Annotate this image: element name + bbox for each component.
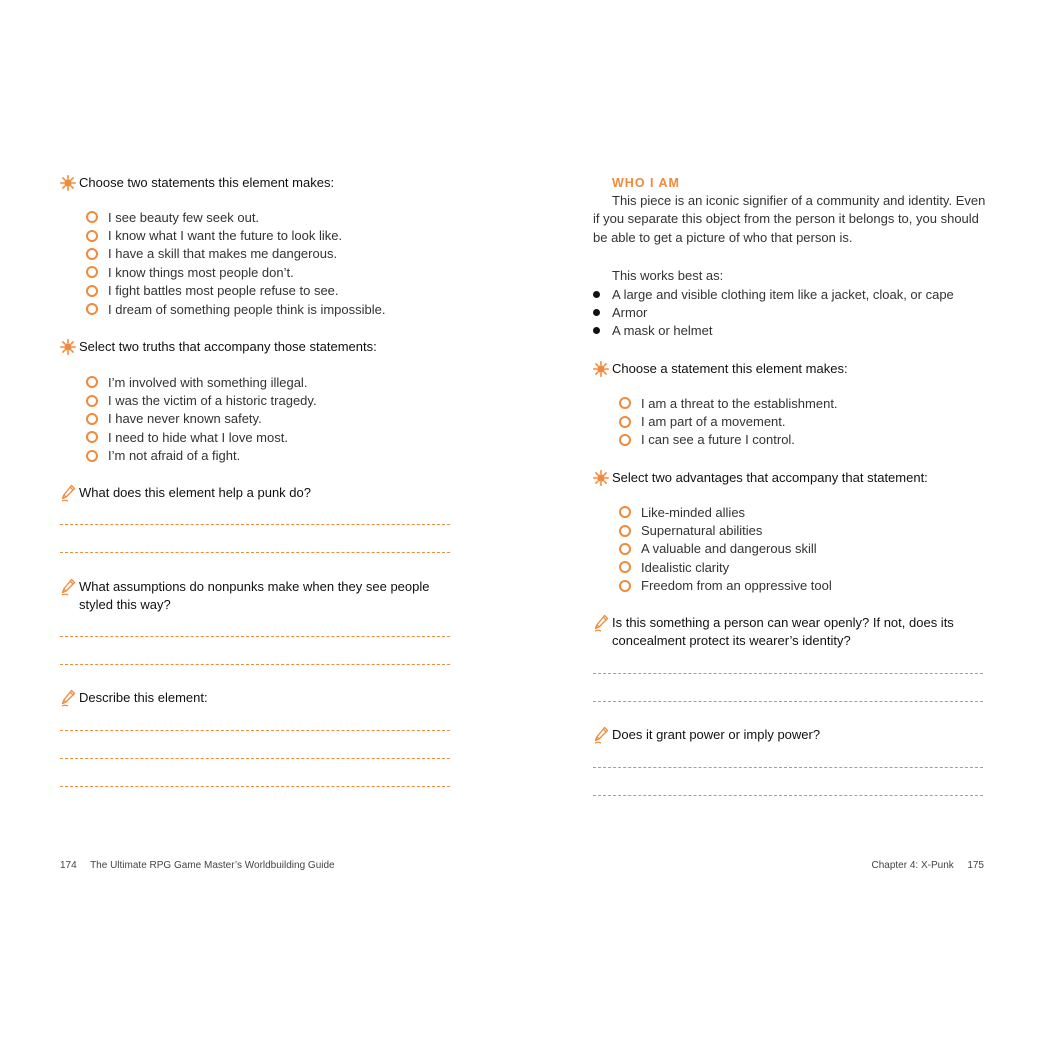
write-line[interactable] bbox=[60, 758, 450, 759]
write-line[interactable] bbox=[60, 552, 450, 553]
left-w3-prompt: Describe this element: bbox=[60, 689, 208, 707]
list-item[interactable]: I see beauty few seek out. bbox=[86, 208, 385, 226]
page-number: 174 bbox=[60, 860, 77, 871]
list-item[interactable]: I know things most people don’t. bbox=[86, 263, 385, 281]
right-w1-prompt: Is this something a person can wear openly? If not, does its concealment protect its wearer’s identity? bbox=[593, 614, 954, 650]
pencil-icon bbox=[593, 614, 609, 632]
sunburst-icon bbox=[60, 339, 76, 355]
right-q2-options bbox=[619, 503, 832, 595]
write-line[interactable] bbox=[593, 767, 983, 768]
list-item[interactable]: I’m involved with something illegal. bbox=[86, 373, 317, 391]
sunburst-icon bbox=[593, 470, 609, 486]
left-w1-prompt: What does this element help a punk do? bbox=[60, 484, 311, 502]
right-w2-prompt: Does it grant power or imply power? bbox=[593, 726, 820, 744]
list-item[interactable]: A valuable and dangerous skill bbox=[619, 540, 832, 558]
list-item[interactable]: I have never known safety. bbox=[86, 410, 317, 428]
left-q2-options bbox=[86, 373, 317, 465]
write-line[interactable] bbox=[593, 795, 983, 796]
pencil-icon bbox=[60, 484, 76, 502]
right-page bbox=[521, 0, 1043, 1043]
works-best-list bbox=[593, 285, 954, 340]
book-title: The Ultimate RPG Game Master’s Worldbuilding Guide bbox=[90, 860, 335, 871]
pencil-icon bbox=[60, 578, 76, 596]
sunburst-icon bbox=[60, 175, 76, 191]
write-line[interactable] bbox=[60, 664, 450, 665]
ring-icon[interactable] bbox=[619, 434, 631, 446]
right-footer bbox=[871, 860, 984, 871]
list-item[interactable]: I am part of a movement. bbox=[619, 412, 838, 430]
write-line[interactable] bbox=[593, 673, 983, 674]
left-footer bbox=[60, 860, 335, 871]
ring-icon[interactable] bbox=[86, 413, 98, 425]
write-line[interactable] bbox=[60, 524, 450, 525]
ring-icon[interactable] bbox=[619, 525, 631, 537]
pencil-icon bbox=[593, 726, 609, 744]
list-item[interactable]: I need to hide what I love most. bbox=[86, 428, 317, 446]
section-paragraph: This piece is an iconic signifier of a community and identity. Even if you separate this object from the person it belongs to, you should be able to get a picture of who that person is. bbox=[593, 193, 986, 245]
works-best-label: This works best as: bbox=[612, 268, 724, 283]
bullet-icon bbox=[593, 327, 600, 334]
list-item[interactable]: I know what I want the future to look like. bbox=[86, 226, 385, 244]
ring-icon[interactable] bbox=[619, 580, 631, 592]
list-item[interactable]: I was the victim of a historic tragedy. bbox=[86, 391, 317, 409]
ring-icon[interactable] bbox=[86, 450, 98, 462]
list-item[interactable]: I have a skill that makes me dangerous. bbox=[86, 245, 385, 263]
bullet-icon bbox=[593, 309, 600, 316]
ring-icon[interactable] bbox=[86, 285, 98, 297]
list-item[interactable]: I dream of something people think is impossible. bbox=[86, 300, 385, 318]
write-line[interactable] bbox=[60, 730, 450, 731]
ring-icon[interactable] bbox=[86, 395, 98, 407]
left-page bbox=[0, 0, 521, 1043]
right-q1-options bbox=[619, 394, 838, 449]
list-item[interactable]: I can see a future I control. bbox=[619, 431, 838, 449]
ring-icon[interactable] bbox=[86, 230, 98, 242]
list-item[interactable]: I am a threat to the establishment. bbox=[619, 394, 838, 412]
left-w2-prompt: What assumptions do nonpunks make when they see people styled this way? bbox=[60, 578, 430, 614]
ring-icon[interactable] bbox=[619, 416, 631, 428]
list-item[interactable]: Idealistic clarity bbox=[619, 558, 832, 576]
ring-icon[interactable] bbox=[86, 376, 98, 388]
left-q1-options bbox=[86, 208, 385, 318]
ring-icon[interactable] bbox=[86, 266, 98, 278]
page-number: 175 bbox=[967, 860, 984, 871]
write-line[interactable] bbox=[60, 636, 450, 637]
section-title: WHO I AM bbox=[612, 176, 680, 190]
list-item: A mask or helmet bbox=[593, 322, 954, 340]
right-q1-heading: Choose a statement this element makes: bbox=[593, 360, 848, 378]
list-item[interactable]: I fight battles most people refuse to see. bbox=[86, 282, 385, 300]
list-item: A large and visible clothing item like a jacket, cloak, or cape bbox=[593, 285, 954, 303]
write-line[interactable] bbox=[60, 786, 450, 787]
pencil-icon bbox=[60, 689, 76, 707]
list-item: Armor bbox=[593, 303, 954, 321]
write-line[interactable] bbox=[593, 701, 983, 702]
ring-icon[interactable] bbox=[619, 561, 631, 573]
left-q2-heading: Select two truths that accompany those statements: bbox=[60, 338, 377, 356]
ring-icon[interactable] bbox=[86, 248, 98, 260]
chapter-title: Chapter 4: X-Punk bbox=[871, 860, 954, 871]
left-q1-heading: Choose two statements this element makes: bbox=[60, 174, 334, 192]
list-item[interactable]: Supernatural abilities bbox=[619, 521, 832, 539]
list-item[interactable]: I’m not afraid of a fight. bbox=[86, 447, 317, 465]
ring-icon[interactable] bbox=[86, 211, 98, 223]
sunburst-icon bbox=[593, 361, 609, 377]
list-item[interactable]: Freedom from an oppressive tool bbox=[619, 577, 832, 595]
list-item[interactable]: Like-minded allies bbox=[619, 503, 832, 521]
ring-icon[interactable] bbox=[86, 431, 98, 443]
right-q2-heading: Select two advantages that accompany that statement: bbox=[593, 469, 928, 487]
ring-icon[interactable] bbox=[619, 506, 631, 518]
ring-icon[interactable] bbox=[619, 397, 631, 409]
ring-icon[interactable] bbox=[86, 303, 98, 315]
ring-icon[interactable] bbox=[619, 543, 631, 555]
bullet-icon bbox=[593, 291, 600, 298]
